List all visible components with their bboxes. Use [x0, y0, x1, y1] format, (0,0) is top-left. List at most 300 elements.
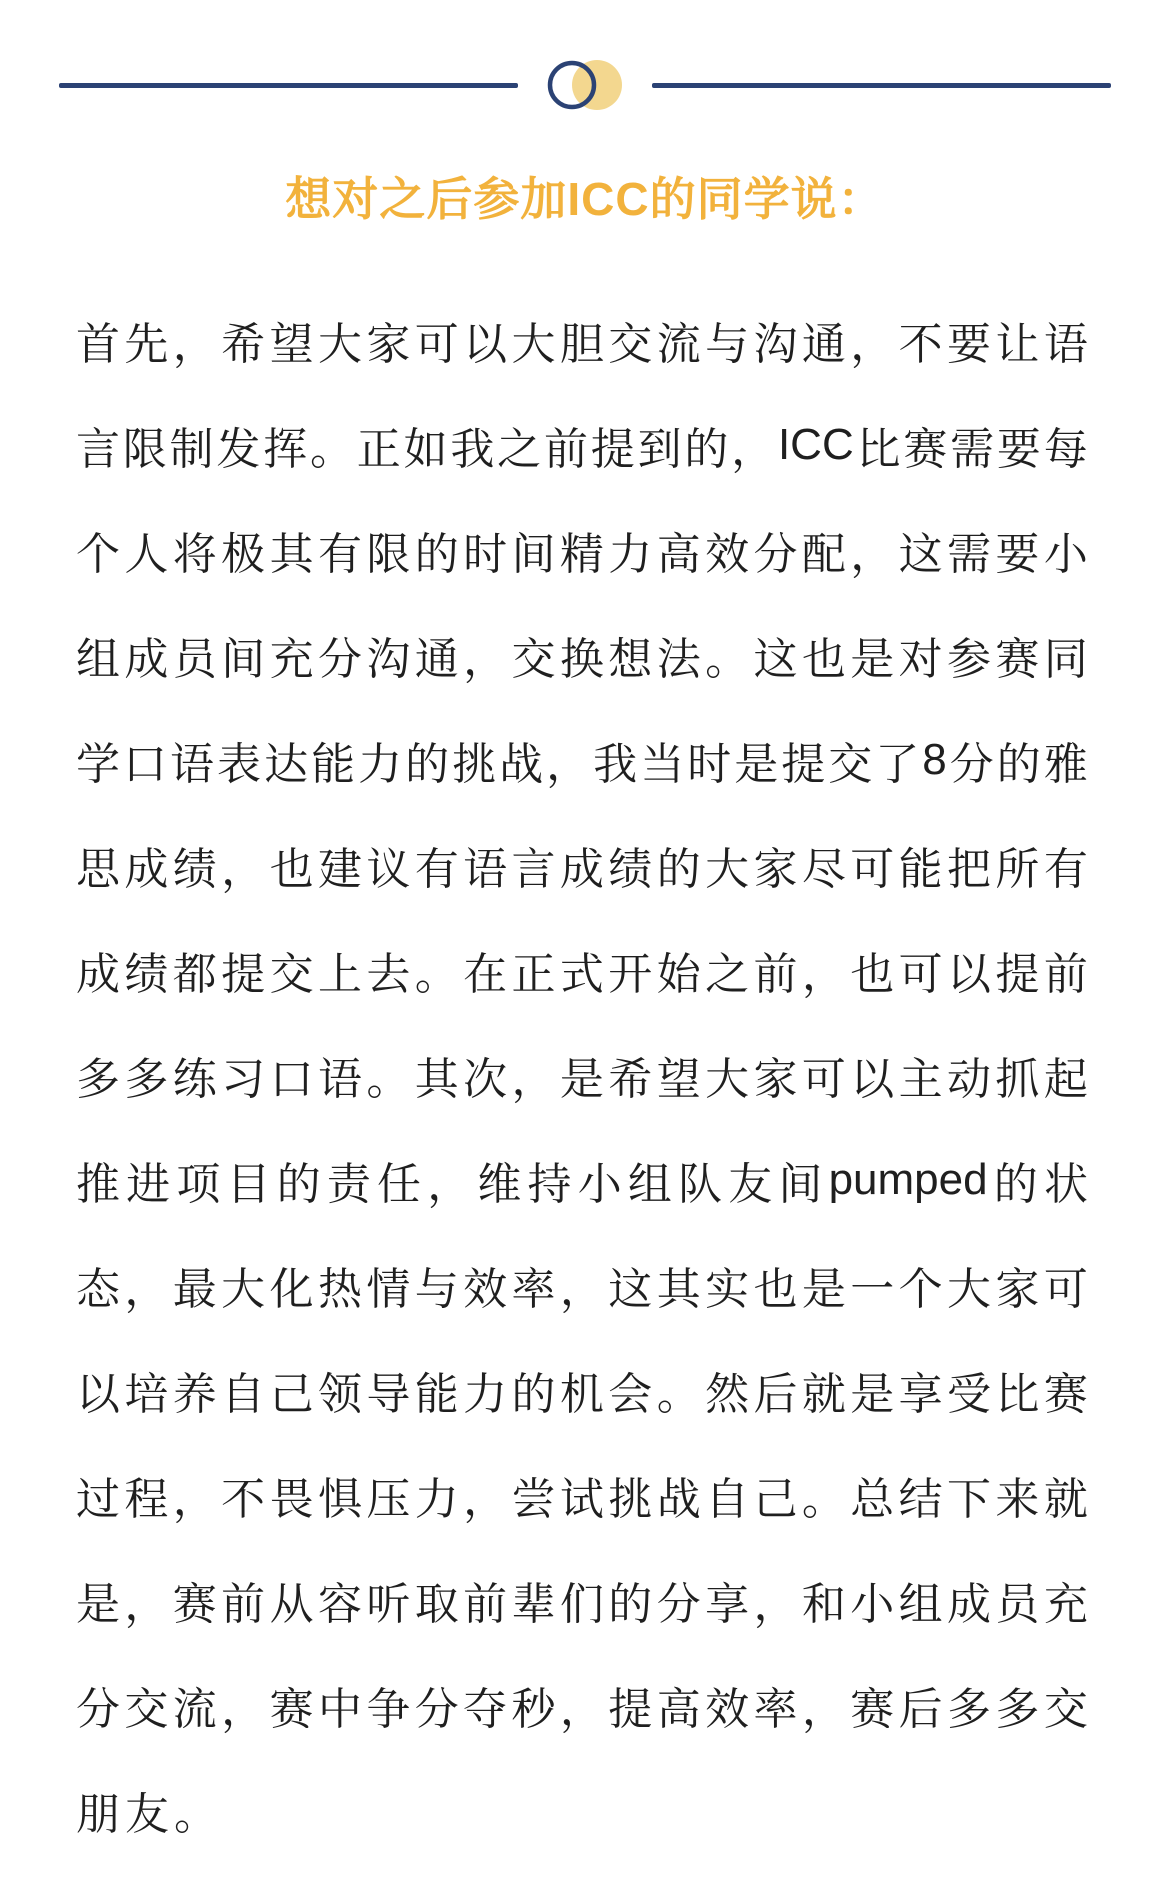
text-glyph: 率 — [511, 1264, 556, 1314]
text-glyph: 换 — [559, 634, 604, 684]
text-glyph: 首 — [76, 319, 120, 369]
text-glyph: 的 — [276, 1159, 321, 1209]
text-glyph: 提 — [608, 1684, 653, 1734]
text-glyph: 的 — [996, 739, 1041, 789]
text-glyph: 惧 — [317, 1474, 362, 1524]
text-glyph: ， — [427, 1159, 472, 1209]
text-line — [76, 602, 1088, 707]
text-glyph: pumped — [828, 1154, 988, 1204]
text-glyph: 到 — [637, 424, 682, 474]
text-glyph: 。 — [801, 1474, 846, 1524]
text-glyph: 需 — [950, 424, 995, 474]
text-glyph: 将 — [172, 529, 217, 579]
text-glyph: ， — [801, 949, 846, 999]
text-glyph: 时 — [463, 529, 508, 579]
text-glyph: 以 — [850, 1054, 895, 1104]
text-glyph: 持 — [527, 1159, 572, 1209]
text-glyph: 要 — [947, 319, 992, 369]
text-glyph: 享 — [898, 1369, 943, 1419]
text-glyph: 提 — [221, 949, 266, 999]
text-glyph: 总 — [850, 1474, 895, 1524]
text-glyph: ， — [124, 1579, 169, 1629]
text-glyph: 胆 — [559, 319, 604, 369]
text-glyph: 赛 — [1043, 1369, 1088, 1419]
text-glyph: 其 — [414, 1054, 459, 1104]
text-glyph: 可 — [1043, 1264, 1088, 1314]
text-glyph: 过 — [76, 1474, 120, 1524]
text-glyph: 。 — [366, 1054, 411, 1104]
text-glyph: 享 — [705, 1579, 750, 1629]
text-glyph: 配 — [801, 529, 846, 579]
text-glyph: 组 — [627, 1159, 672, 1209]
text-glyph: 是 — [734, 739, 779, 789]
text-glyph: 试 — [559, 1474, 604, 1524]
text-glyph: 如 — [403, 424, 448, 474]
text-glyph: 精 — [559, 529, 604, 579]
text-glyph: 比 — [995, 1369, 1040, 1419]
text-glyph: 高 — [656, 529, 701, 579]
text-glyph: 朋 — [76, 1789, 120, 1839]
text-glyph: 也 — [850, 949, 895, 999]
text-glyph: 力 — [463, 1369, 508, 1419]
text-glyph: 尽 — [801, 844, 846, 894]
text-glyph: 间 — [511, 529, 556, 579]
text-glyph: 大 — [317, 319, 362, 369]
text-glyph: 沟 — [366, 634, 411, 684]
text-glyph: 多 — [947, 1684, 992, 1734]
text-glyph: 要 — [996, 424, 1041, 474]
text-glyph: 小 — [577, 1159, 622, 1209]
text-line — [76, 812, 1088, 917]
text-glyph: 间 — [221, 634, 266, 684]
text-glyph: 比 — [856, 424, 901, 474]
text-glyph: 参 — [947, 634, 992, 684]
text-line — [76, 287, 1088, 392]
text-line — [76, 707, 1088, 812]
text-glyph: 言 — [76, 424, 120, 474]
text-glyph: 交 — [828, 739, 873, 789]
text-glyph: 始 — [656, 949, 701, 999]
text-glyph: 分 — [317, 634, 362, 684]
text-glyph: 友 — [728, 1159, 773, 1209]
text-glyph: 绩 — [124, 949, 169, 999]
text-glyph: 前 — [753, 949, 798, 999]
text-glyph: 家 — [366, 319, 411, 369]
text-glyph: 的 — [414, 529, 459, 579]
text-glyph: 望 — [656, 1054, 701, 1104]
text-glyph: 这 — [898, 529, 943, 579]
text-glyph: 极 — [221, 529, 266, 579]
text-glyph: ， — [559, 1684, 604, 1734]
text-glyph: 这 — [608, 1264, 653, 1314]
text-glyph: 能 — [898, 844, 943, 894]
text-glyph: 分 — [656, 1579, 701, 1629]
text-line — [76, 392, 1088, 497]
text-glyph: ， — [559, 1264, 604, 1314]
text-glyph: 所 — [995, 844, 1040, 894]
text-glyph: 。 — [705, 634, 750, 684]
text-glyph: 表 — [217, 739, 262, 789]
text-glyph: 以 — [463, 319, 508, 369]
text-glyph: 组 — [898, 1579, 943, 1629]
text-glyph: 家 — [753, 1054, 798, 1104]
text-glyph: 交 — [1043, 1684, 1088, 1734]
text-glyph: 是 — [559, 1054, 604, 1104]
text-glyph: 主 — [898, 1054, 943, 1104]
text-line — [76, 1547, 1088, 1652]
text-glyph: ICC — [777, 419, 854, 469]
text-glyph: 分 — [949, 739, 994, 789]
text-glyph: 想 — [608, 634, 653, 684]
text-glyph: 其 — [269, 529, 314, 579]
text-glyph: 多 — [124, 1054, 169, 1104]
text-glyph: 大 — [705, 1054, 750, 1104]
text-glyph: 抓 — [995, 1054, 1040, 1104]
text-glyph: 压 — [366, 1474, 411, 1524]
text-glyph: ， — [731, 424, 776, 474]
text-glyph: 个 — [76, 529, 120, 579]
text-glyph: 流 — [172, 1684, 217, 1734]
text-glyph: 这 — [753, 634, 798, 684]
divider-line-left — [59, 83, 518, 88]
text-glyph: 学 — [76, 739, 120, 789]
text-glyph: ， — [463, 634, 508, 684]
text-glyph: 机 — [559, 1369, 604, 1419]
text-glyph: 起 — [1043, 1054, 1088, 1104]
text-glyph: 最 — [172, 1264, 217, 1314]
text-glyph: 都 — [172, 949, 217, 999]
text-glyph: 大 — [947, 1264, 992, 1314]
text-glyph: 我 — [450, 424, 495, 474]
text-glyph: 是 — [801, 1264, 846, 1314]
text-glyph: 一 — [850, 1264, 895, 1314]
text-glyph: 大 — [705, 844, 750, 894]
text-glyph: 要 — [995, 529, 1040, 579]
text-glyph: 与 — [414, 1264, 459, 1314]
text-glyph: 。 — [414, 949, 459, 999]
text-glyph: 力 — [414, 1474, 459, 1524]
text-glyph: 挑 — [452, 739, 497, 789]
text-glyph: 队 — [678, 1159, 723, 1209]
text-glyph: 也 — [801, 634, 846, 684]
section-title: 想对之后参加ICC的同学说： — [285, 173, 885, 225]
text-glyph: 让 — [995, 319, 1040, 369]
text-glyph: 效 — [705, 529, 750, 579]
text-glyph: 我 — [593, 739, 638, 789]
text-glyph: 习 — [221, 1054, 266, 1104]
text-glyph: ， — [463, 1474, 508, 1524]
text-glyph: 以 — [76, 1369, 120, 1419]
text-glyph: 通 — [801, 319, 846, 369]
text-glyph: 分 — [753, 529, 798, 579]
text-glyph: 有 — [414, 844, 459, 894]
text-glyph: 语 — [317, 1054, 362, 1104]
text-glyph: 听 — [366, 1579, 411, 1629]
text-glyph: 可 — [898, 949, 943, 999]
overlapping-circles-icon — [535, 55, 635, 115]
text-glyph: 态 — [76, 1264, 120, 1314]
text-glyph: 在 — [463, 949, 508, 999]
text-glyph: 望 — [269, 319, 314, 369]
text-glyph: 正 — [356, 424, 401, 474]
text-glyph: ， — [801, 1684, 846, 1734]
text-glyph: 其 — [656, 1264, 701, 1314]
text-glyph: 前 — [1043, 949, 1088, 999]
text-glyph: 辈 — [511, 1579, 556, 1629]
text-glyph: 情 — [366, 1264, 411, 1314]
text-glyph: 先 — [124, 319, 169, 369]
text-glyph: ， — [172, 319, 217, 369]
text-glyph: ， — [850, 529, 895, 579]
text-glyph: 受 — [947, 1369, 992, 1419]
text-line — [76, 1232, 1088, 1337]
text-glyph: 时 — [687, 739, 732, 789]
text-glyph: 培 — [124, 1369, 169, 1419]
text-glyph: 绩 — [608, 844, 653, 894]
text-glyph: 动 — [947, 1054, 992, 1104]
text-glyph: 前 — [463, 1579, 508, 1629]
text-glyph: 人 — [124, 529, 169, 579]
text-glyph: 的 — [684, 424, 729, 474]
text-glyph: 化 — [269, 1264, 314, 1314]
text-glyph: 对 — [898, 634, 943, 684]
text-glyph: 不 — [221, 1474, 266, 1524]
text-glyph: 是 — [76, 1579, 120, 1629]
text-glyph: 的 — [511, 1369, 556, 1419]
text-glyph: 目 — [226, 1159, 271, 1209]
text-glyph: 实 — [705, 1264, 750, 1314]
text-glyph: 需 — [947, 529, 992, 579]
text-glyph: 发 — [216, 424, 261, 474]
text-glyph: 间 — [778, 1159, 823, 1209]
text-glyph: 的 — [405, 739, 450, 789]
text-line — [76, 1442, 1088, 1547]
text-glyph: ， — [221, 844, 266, 894]
text-glyph: 效 — [705, 1684, 750, 1734]
text-glyph: 员 — [995, 1579, 1040, 1629]
text-glyph: 家 — [995, 1264, 1040, 1314]
text-glyph: 交 — [124, 1684, 169, 1734]
text-glyph: 成 — [124, 844, 169, 894]
text-glyph: 制 — [169, 424, 214, 474]
text-glyph: 口 — [123, 739, 168, 789]
text-glyph: 交 — [269, 949, 314, 999]
text-glyph: 容 — [317, 1579, 362, 1629]
text-glyph: 分 — [414, 1684, 459, 1734]
text-glyph: 前 — [221, 1579, 266, 1629]
text-glyph: 结 — [898, 1474, 943, 1524]
text-glyph: 力 — [608, 529, 653, 579]
text-glyph: 以 — [947, 949, 992, 999]
text-glyph: 沟 — [753, 319, 798, 369]
text-glyph: 领 — [317, 1369, 362, 1419]
text-glyph: ， — [753, 1579, 798, 1629]
text-glyph: 上 — [317, 949, 362, 999]
text-glyph: 。 — [656, 1369, 701, 1419]
text-glyph: 赛 — [850, 1684, 895, 1734]
text-glyph: 项 — [176, 1159, 221, 1209]
text-glyph: 小 — [1043, 529, 1088, 579]
text-line — [76, 497, 1088, 602]
text-glyph: 同 — [1043, 634, 1088, 684]
text-glyph: 大 — [511, 319, 556, 369]
text-glyph: ， — [850, 319, 895, 369]
text-glyph: 自 — [705, 1474, 750, 1524]
text-glyph: 赛 — [995, 634, 1040, 684]
text-glyph: 任 — [377, 1159, 422, 1209]
text-glyph: 希 — [221, 319, 266, 369]
text-glyph: 进 — [126, 1159, 171, 1209]
text-glyph: 提 — [781, 739, 826, 789]
text-glyph: 赛 — [269, 1684, 314, 1734]
text-glyph: 8 — [922, 734, 947, 784]
text-glyph: 从 — [269, 1579, 314, 1629]
text-glyph: 可 — [414, 319, 459, 369]
text-glyph: 练 — [172, 1054, 217, 1104]
text-glyph: 成 — [559, 844, 604, 894]
text-glyph: 多 — [76, 1054, 120, 1104]
text-glyph: 。 — [309, 424, 354, 474]
text-glyph: 组 — [76, 634, 120, 684]
text-glyph: 希 — [608, 1054, 653, 1104]
text-glyph: 能 — [414, 1369, 459, 1419]
text-glyph: ， — [221, 1684, 266, 1734]
text-glyph: 力 — [358, 739, 403, 789]
text-glyph: 也 — [269, 844, 314, 894]
text-glyph: 中 — [317, 1684, 362, 1734]
text-glyph: 就 — [801, 1369, 846, 1419]
text-glyph: 战 — [499, 739, 544, 789]
text-glyph: 赛 — [903, 424, 948, 474]
text-glyph: 和 — [801, 1579, 846, 1629]
text-glyph: 状 — [1043, 1159, 1088, 1209]
text-glyph: 。 — [174, 1789, 218, 1839]
text-glyph: 小 — [850, 1579, 895, 1629]
text-glyph: 交 — [511, 634, 556, 684]
text-glyph: 每 — [1043, 424, 1088, 474]
text-glyph: 成 — [76, 949, 120, 999]
text-glyph: 员 — [172, 634, 217, 684]
text-glyph: 们 — [559, 1579, 604, 1629]
text-glyph: 推 — [76, 1159, 120, 1209]
text-glyph: 就 — [1043, 1474, 1088, 1524]
text-glyph: 不 — [898, 319, 943, 369]
text-glyph: 成 — [124, 634, 169, 684]
text-line — [76, 1127, 1088, 1232]
text-glyph: 后 — [753, 1369, 798, 1419]
text-glyph: 多 — [995, 1684, 1040, 1734]
text-glyph: 口 — [269, 1054, 314, 1104]
text-glyph: 维 — [477, 1159, 522, 1209]
text-glyph: 能 — [311, 739, 356, 789]
text-glyph: ， — [172, 1474, 217, 1524]
text-glyph: 有 — [1043, 844, 1088, 894]
article-paragraph — [76, 287, 1088, 1862]
text-glyph: 尝 — [511, 1474, 556, 1524]
text-glyph: 己 — [753, 1474, 798, 1524]
text-glyph: 之 — [705, 949, 750, 999]
text-glyph: 赛 — [172, 1579, 217, 1629]
text-glyph: 语 — [1043, 319, 1088, 369]
text-glyph: 是 — [850, 634, 895, 684]
text-glyph: 分 — [76, 1684, 120, 1734]
text-glyph: 与 — [705, 319, 750, 369]
text-glyph: 是 — [850, 1369, 895, 1419]
text-glyph: 充 — [269, 634, 314, 684]
text-glyph: 可 — [850, 844, 895, 894]
text-glyph: 提 — [995, 949, 1040, 999]
text-glyph: 导 — [366, 1369, 411, 1419]
text-glyph: 热 — [317, 1264, 362, 1314]
text-glyph: 雅 — [1043, 739, 1088, 789]
text-glyph: 有 — [317, 529, 362, 579]
text-glyph: 夺 — [463, 1684, 508, 1734]
text-glyph: 开 — [608, 949, 653, 999]
text-glyph: 法 — [656, 634, 701, 684]
text-glyph: 的 — [656, 844, 701, 894]
text-glyph: ， — [511, 1054, 556, 1104]
text-glyph: 率 — [753, 1684, 798, 1734]
text-glyph: 了 — [875, 739, 920, 789]
text-glyph: 畏 — [269, 1474, 314, 1524]
text-glyph: 后 — [898, 1684, 943, 1734]
text-glyph: ， — [124, 1264, 169, 1314]
text-glyph: 效 — [463, 1264, 508, 1314]
text-glyph: 之 — [497, 424, 542, 474]
divider-line-right — [652, 83, 1111, 88]
text-glyph: 言 — [511, 844, 556, 894]
text-glyph: 流 — [656, 319, 701, 369]
text-glyph: 把 — [947, 844, 992, 894]
text-line — [76, 917, 1088, 1022]
text-glyph: 建 — [317, 844, 362, 894]
text-glyph: 通 — [414, 634, 459, 684]
text-glyph: 当 — [640, 739, 685, 789]
text-glyph: 会 — [608, 1369, 653, 1419]
text-glyph: 成 — [947, 1579, 992, 1629]
text-glyph: 正 — [511, 949, 556, 999]
text-line — [76, 1337, 1088, 1442]
text-glyph: 秒 — [511, 1684, 556, 1734]
text-glyph: 然 — [705, 1369, 750, 1419]
text-glyph: 的 — [608, 1579, 653, 1629]
text-glyph: 交 — [608, 319, 653, 369]
text-glyph: 个 — [898, 1264, 943, 1314]
text-line — [76, 1022, 1088, 1127]
text-glyph: 程 — [124, 1474, 169, 1524]
text-line — [76, 1757, 1088, 1862]
text-glyph: 友 — [125, 1789, 169, 1839]
text-glyph: 责 — [326, 1159, 371, 1209]
text-glyph: 大 — [221, 1264, 266, 1314]
text-glyph: 去 — [366, 949, 411, 999]
text-glyph: 次 — [463, 1054, 508, 1104]
text-glyph: 语 — [170, 739, 215, 789]
text-glyph: 也 — [753, 1264, 798, 1314]
text-glyph: 家 — [753, 844, 798, 894]
text-glyph: 挥 — [263, 424, 308, 474]
text-glyph: 充 — [1043, 1579, 1088, 1629]
text-glyph: 绩 — [172, 844, 217, 894]
text-glyph: 取 — [414, 1579, 459, 1629]
text-glyph: 来 — [995, 1474, 1040, 1524]
text-glyph: 下 — [947, 1474, 992, 1524]
text-glyph: 限 — [366, 529, 411, 579]
text-glyph: 限 — [122, 424, 167, 474]
text-glyph: 语 — [463, 844, 508, 894]
text-glyph: ， — [546, 739, 591, 789]
text-glyph: 议 — [366, 844, 411, 894]
